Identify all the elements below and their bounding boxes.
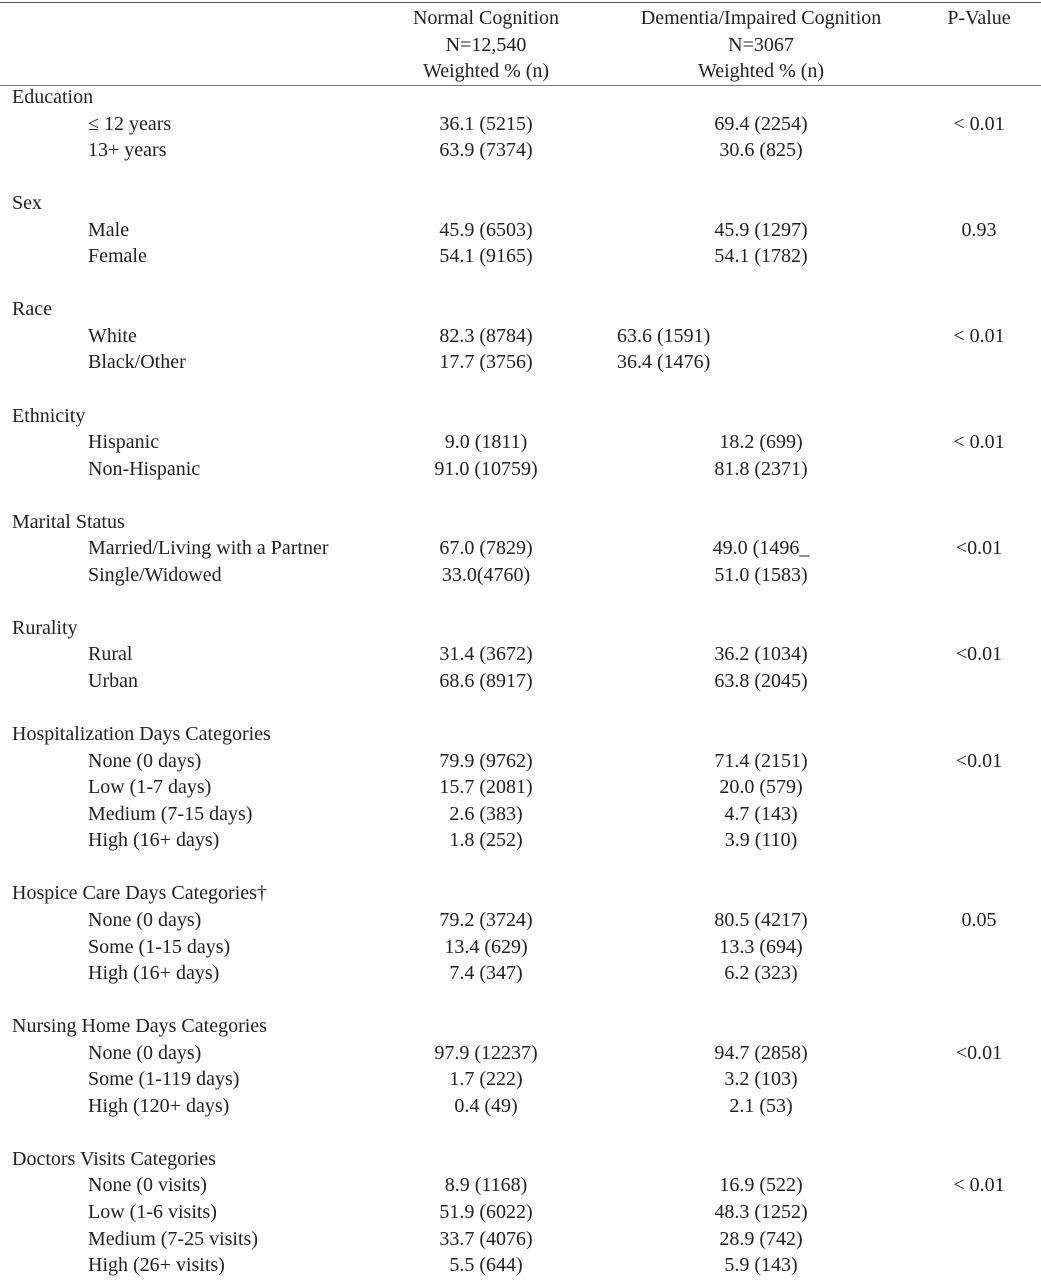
normal-cognition-value: 36.1 (5215): [439, 112, 533, 135]
dementia-value: 5.9 (143): [724, 1254, 798, 1277]
row-label: Married/Living with a Partner: [88, 537, 329, 560]
table-row: [0, 748, 1041, 775]
table-row: [0, 349, 1041, 376]
category-row: [0, 84, 1041, 111]
normal-cognition-value: 1.7 (222): [449, 1068, 523, 1091]
row-label: Rural: [88, 643, 133, 666]
table-row: [0, 323, 1041, 350]
category-row: [0, 190, 1041, 217]
table-row: [0, 1093, 1041, 1120]
category-row: [0, 509, 1041, 536]
normal-cognition-value: 91.0 (10759): [434, 457, 538, 480]
dementia-value: 2.1 (53): [729, 1094, 793, 1117]
table-row: [0, 1199, 1041, 1226]
table-row: [0, 562, 1041, 589]
row-label: Urban: [88, 670, 138, 693]
normal-cognition-value: 45.9 (6503): [439, 218, 533, 241]
category-title: Rurality: [12, 616, 78, 639]
category-row: [0, 1013, 1041, 1040]
row-label: Male: [88, 218, 130, 241]
dementia-value: 45.9 (1297): [714, 218, 808, 241]
row-label: Medium (7-25 visits): [88, 1227, 258, 1250]
table-row: [0, 1040, 1041, 1067]
table-body: [0, 84, 1041, 1279]
table-row: [0, 1226, 1041, 1253]
p-value: <0.01: [955, 643, 1003, 666]
spacer-row: [0, 1119, 1041, 1146]
header-normal-title: Normal Cognition: [412, 7, 560, 29]
table-row: [0, 243, 1041, 270]
p-value: <0.01: [955, 749, 1003, 772]
header-dementia-cognition: [611, 5, 911, 85]
row-label: Black/Other: [88, 351, 186, 374]
normal-cognition-value: 82.3 (8784): [439, 324, 533, 347]
dementia-value: 69.4 (2254): [714, 112, 808, 135]
dementia-value: 71.4 (2151): [714, 749, 808, 772]
category-row: [0, 296, 1041, 323]
category-title: Sex: [12, 192, 42, 215]
normal-cognition-value: 54.1 (9165): [439, 245, 533, 268]
table-row: [0, 137, 1041, 164]
dementia-value: 3.9 (110): [724, 829, 798, 852]
header-normal-n: N=12,540: [445, 33, 527, 56]
spacer-row: [0, 164, 1041, 191]
table-top-rule: [0, 2, 1041, 3]
row-label: ≤ 12 years: [88, 112, 172, 135]
dementia-value: 3.2 (103): [724, 1068, 798, 1091]
normal-cognition-value: 33.0(4760): [441, 563, 531, 586]
p-value: 0.93: [961, 218, 997, 241]
category-row: [0, 1146, 1041, 1173]
table-row: [0, 641, 1041, 668]
dementia-value: 28.9 (742): [719, 1227, 803, 1250]
table-row: [0, 111, 1041, 138]
dementia-value: 81.8 (2371): [714, 457, 808, 480]
category-title: Hospice Care Days Categories†: [12, 882, 267, 905]
p-value: < 0.01: [953, 1174, 1005, 1197]
normal-cognition-value: 79.9 (9762): [439, 749, 533, 772]
normal-cognition-value: 33.7 (4076): [439, 1227, 533, 1250]
category-row: [0, 880, 1041, 907]
normal-cognition-value: 5.5 (644): [449, 1254, 523, 1277]
category-row: [0, 403, 1041, 430]
table-row: [0, 1172, 1041, 1199]
category-row: [0, 721, 1041, 748]
row-label: Hispanic: [88, 431, 160, 454]
normal-cognition-value: 7.4 (347): [449, 962, 523, 985]
dementia-value: 4.7 (143): [724, 802, 798, 825]
row-label: None (0 days): [88, 749, 202, 772]
row-label: High (16+ days): [88, 962, 220, 985]
table-row: [0, 801, 1041, 828]
row-label: Single/Widowed: [88, 563, 222, 586]
p-value: 0.05: [961, 908, 997, 931]
normal-cognition-value: 9.0 (1811): [444, 431, 528, 454]
spacer-row: [0, 482, 1041, 509]
dementia-value: 18.2 (699): [719, 431, 803, 454]
header-normal-cognition: [386, 5, 586, 85]
dementia-value: 94.7 (2858): [714, 1041, 808, 1064]
dementia-value: 13.3 (694): [719, 935, 803, 958]
dementia-value: 20.0 (579): [719, 776, 803, 799]
p-value: < 0.01: [953, 112, 1005, 135]
normal-cognition-value: 15.7 (2081): [439, 776, 533, 799]
table-row: [0, 960, 1041, 987]
category-title: Doctors Visits Categories: [12, 1147, 216, 1170]
spacer-row: [0, 588, 1041, 615]
row-label: Some (1-15 days): [88, 935, 231, 958]
normal-cognition-value: 0.4 (49): [454, 1094, 518, 1117]
category-row: [0, 615, 1041, 642]
p-value: <0.01: [955, 537, 1003, 560]
spacer-row: [0, 987, 1041, 1014]
table-row: [0, 907, 1041, 934]
category-title: Nursing Home Days Categories: [12, 1015, 267, 1038]
normal-cognition-value: 8.9 (1168): [444, 1174, 528, 1197]
p-value: < 0.01: [953, 324, 1005, 347]
normal-cognition-value: 68.6 (8917): [439, 670, 533, 693]
spacer-row: [0, 854, 1041, 881]
table-row: [0, 217, 1041, 244]
row-label: High (16+ days): [88, 829, 220, 852]
header-p-value-label: P-Value: [947, 7, 1011, 29]
table-row: [0, 827, 1041, 854]
row-label: None (0 visits): [88, 1174, 207, 1197]
normal-cognition-value: 13.4 (629): [444, 935, 528, 958]
normal-cognition-value: 97.9 (12237): [434, 1041, 538, 1064]
dementia-value: 80.5 (4217): [714, 908, 808, 931]
row-label: None (0 days): [88, 1041, 202, 1064]
category-title: Hospitalization Days Categories: [12, 723, 271, 746]
table-row: [0, 456, 1041, 483]
normal-cognition-value: 2.6 (383): [449, 802, 523, 825]
category-title: Race: [12, 298, 52, 321]
normal-cognition-value: 31.4 (3672): [439, 643, 533, 666]
dementia-value: 36.4 (1476): [617, 351, 711, 374]
category-title: Education: [12, 86, 94, 108]
p-value: <0.01: [955, 1041, 1003, 1064]
row-label: Non-Hispanic: [88, 457, 201, 480]
spacer-row: [0, 695, 1041, 722]
row-label: High (26+ visits): [88, 1254, 225, 1277]
row-label: Female: [88, 245, 147, 268]
normal-cognition-value: 63.9 (7374): [439, 139, 533, 162]
dementia-value: 54.1 (1782): [714, 245, 808, 268]
header-dementia-title: Dementia/Impaired Cognition: [640, 7, 882, 29]
table-row: [0, 1066, 1041, 1093]
dementia-value: 36.2 (1034): [714, 643, 808, 666]
normal-cognition-value: 79.2 (3724): [439, 908, 533, 931]
row-label: Low (1-7 days): [88, 776, 212, 799]
header-normal-unit: Weighted % (n): [422, 60, 550, 82]
row-label: Low (1-6 visits): [88, 1200, 217, 1223]
table-row: [0, 668, 1041, 695]
row-label: White: [88, 324, 137, 347]
dementia-value: 63.8 (2045): [714, 670, 808, 693]
dementia-value: 49.0 (1496_: [712, 537, 810, 560]
dementia-value: 51.0 (1583): [714, 563, 808, 586]
dementia-value: 63.6 (1591): [617, 324, 711, 347]
row-label: Medium (7-15 days): [88, 802, 253, 825]
category-title: Ethnicity: [12, 404, 86, 427]
table-row: [0, 934, 1041, 961]
dementia-value: 30.6 (825): [719, 139, 803, 162]
normal-cognition-value: 17.7 (3756): [439, 351, 533, 374]
table-row: [0, 774, 1041, 801]
dementia-value: 48.3 (1252): [714, 1200, 808, 1223]
table-row: [0, 429, 1041, 456]
table-row: [0, 535, 1041, 562]
dementia-value: 6.2 (323): [724, 962, 798, 985]
spacer-row: [0, 376, 1041, 403]
normal-cognition-value: 51.9 (6022): [439, 1200, 533, 1223]
header-dementia-unit: Weighted % (n): [697, 60, 825, 82]
header-dementia-n: N=3067: [728, 33, 794, 56]
row-label: 13+ years: [88, 139, 167, 162]
normal-cognition-value: 67.0 (7829): [439, 537, 533, 560]
row-label: Some (1-119 days): [88, 1068, 240, 1091]
header-p-value: [929, 5, 1029, 32]
category-title: Marital Status: [12, 510, 125, 533]
table-row: [0, 1252, 1041, 1279]
dementia-value: 16.9 (522): [719, 1174, 803, 1197]
normal-cognition-value: 1.8 (252): [449, 829, 523, 852]
p-value: < 0.01: [953, 431, 1005, 454]
row-label: None (0 days): [88, 908, 202, 931]
row-label: High (120+ days): [88, 1094, 230, 1117]
spacer-row: [0, 270, 1041, 297]
